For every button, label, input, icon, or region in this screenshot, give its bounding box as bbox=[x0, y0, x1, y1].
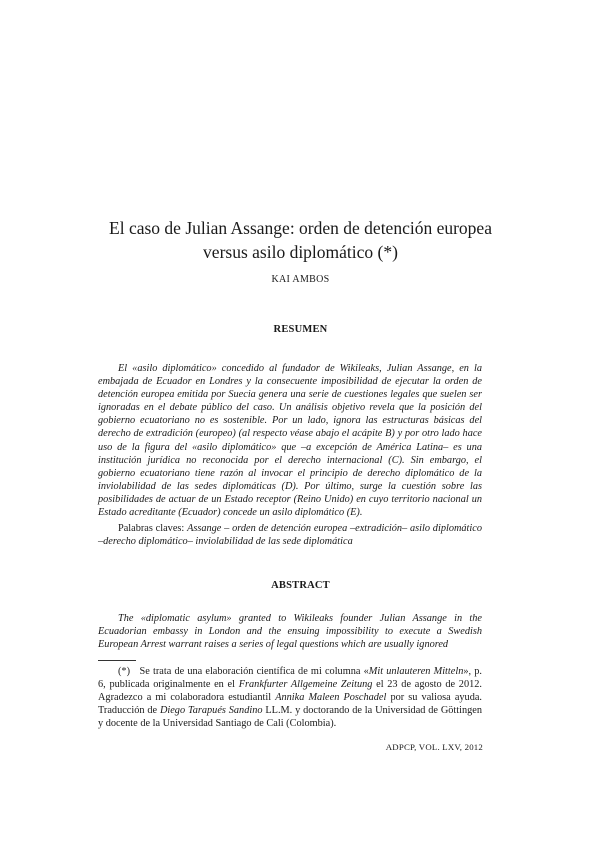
keywords-list: Assange – orden de detención europea –extradición– asilo diplomático –derecho diplomático– inviolabilidad de las sede diplomática bbox=[98, 523, 483, 548]
footnote-text-2: », p. 6, publicada originalmente en el bbox=[98, 666, 482, 691]
article-title bbox=[60, 216, 541, 264]
footnote-translator: Diego Tarapués Sandino bbox=[159, 705, 263, 717]
footnote-column-title: Mit unlauteren Mitteln bbox=[368, 666, 464, 677]
resumen-heading: RESUMEN bbox=[273, 324, 328, 335]
keywords-line bbox=[98, 522, 482, 548]
title-line-2: versus asilo diplomático (*) bbox=[203, 242, 398, 262]
footnote-text-3: el 23 de agosto de 2012. Agradezco a mi colaboradora estudiantil bbox=[98, 679, 482, 704]
footnote-newspaper: Frankfurter Allgemeine Zeitung bbox=[238, 679, 373, 691]
title-line-1: El caso de Julian Assange: orden de detención europea bbox=[109, 218, 492, 238]
abstract-heading: ABSTRACT bbox=[271, 580, 330, 591]
footnote bbox=[98, 665, 482, 730]
author-name: KAI AMBOS bbox=[271, 274, 330, 285]
footnote-divider bbox=[98, 660, 136, 661]
footnote-marker: (*) bbox=[118, 666, 131, 677]
page-footer: ADPCP, VOL. LXV, 2012 bbox=[385, 742, 483, 752]
footnote-text-1: Se trata de una elaboración científica de mi columna « bbox=[139, 666, 369, 677]
keywords-label: Palabras claves: bbox=[118, 523, 185, 534]
footnote-text-4: por su valiosa ayuda. Traducción de bbox=[98, 692, 482, 717]
abstract-body: The «diplomatic asylum» granted to Wikileaks founder Julian Assange in the Ecuadorian embassy in London and the ensuing impossibility to execute a Swedish European Arrest warrant raises a series of legal questions which are usually ignored bbox=[98, 613, 482, 651]
footnote-text-5: LL.M. y doctorando de la Universidad de Göttingen y docente de la Universidad Santiago de Cali (Colombia). bbox=[98, 705, 483, 730]
footnote-collaborator: Annika Maleen Poschadel bbox=[275, 692, 387, 704]
resumen-body: El «asilo diplomático» concedido al fundador de Wikileaks, Julian Assange, en la embajada de Ecuador en Londres y la consecuente imposibilidad de ejecutar la orden de detención europea emitida por Suecia genera una serie de cuestiones legales que suelen ser ignoradas en el debate público del caso. Un análisis objetivo revela que la posición del gobierno ecuatoriano no es sostenible. Por un lado, ignora las estructuras básicas del derecho de extradición (europeo) (al respecto véase abajo el acápite B) y por otro lado hace uso de la figura del «asilo diplomático» que –a excepción de América Latina– es una institución jurídica no reconocida por el derecho internacional (C). Sin embargo, el gobierno ecuatoriano tiene razón al invocar el principio de derecho diplomático de la inviolabilidad de las sedes diplomáticas (D). Por último, surge la cuestión sobre las posibilidades de actuar de un Estado receptor (Reino Unido) en cuyo territorio nacional un Estado acreditante (Ecuador) concede un asilo diplomático (E). bbox=[98, 363, 482, 519]
